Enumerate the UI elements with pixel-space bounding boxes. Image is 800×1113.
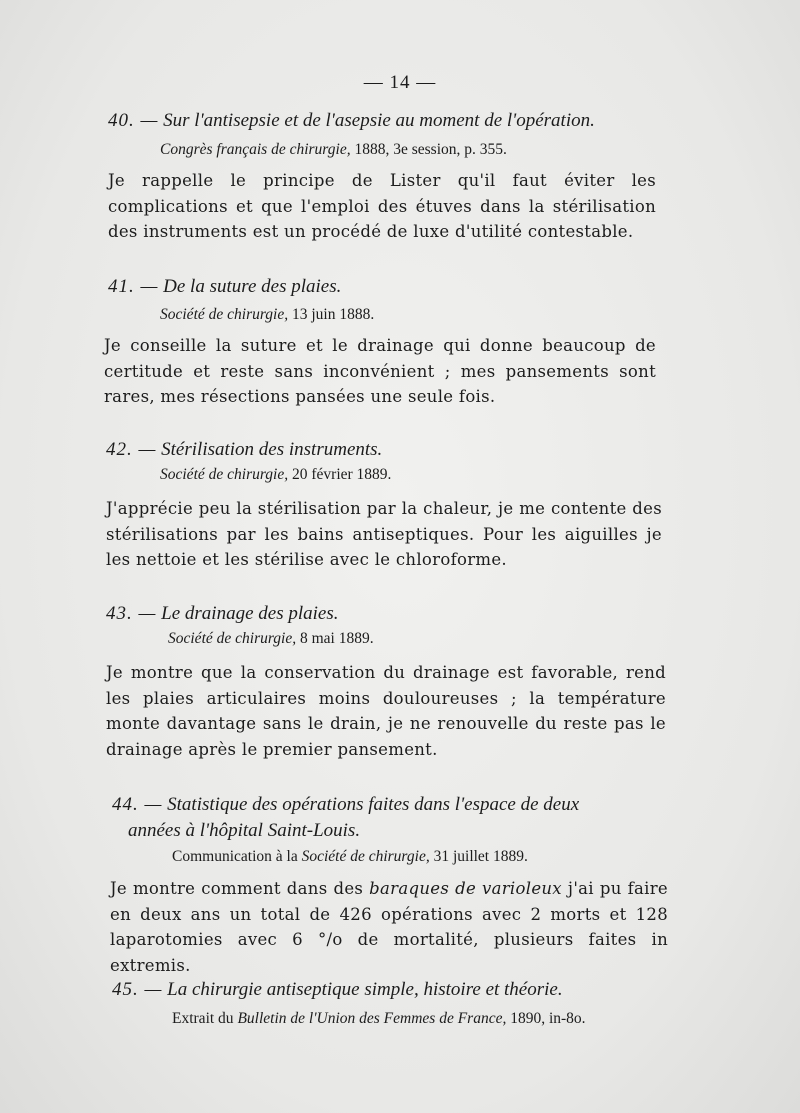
source-journal: Société de chirurgie, — [160, 466, 289, 483]
source-journal: Bulletin de l'Union des Femmes de France, — [237, 1010, 507, 1027]
source-details: 13 juin 1888. — [288, 306, 375, 323]
entry-43-source — [168, 630, 374, 648]
entry-41-source — [160, 306, 374, 324]
entry-44-heading-line2 — [128, 820, 360, 842]
source-journal: Société de chirurgie, — [301, 848, 430, 865]
entry-41-heading — [108, 276, 341, 298]
entry-43-heading — [106, 603, 338, 625]
entry-45-source — [172, 1010, 586, 1028]
source-details: 31 juillet 1889. — [429, 848, 528, 865]
source-details: 8 mai 1889. — [296, 630, 374, 647]
entry-40-heading — [108, 110, 595, 132]
entry-41-body: Je conseille la suture et le drainage qui donne beaucoup de certitude et reste sans inconvénient ; mes pansements sont rares, mes résections pansées une seule fois. — [104, 336, 656, 406]
entry-42-body: J'apprécie peu la stérilisation par la chaleur, je me contente des stérilisations par les bains antiseptiques. Pour les aiguilles je les nettoie et les stérilise avec le chloroforme. — [106, 499, 662, 569]
source-prefix: Communication à la — [172, 848, 302, 865]
source-journal: Société de chirurgie, — [160, 306, 289, 323]
entry-44-body — [110, 876, 668, 978]
source-details: 1888, 3e session, p. 355. — [350, 141, 507, 158]
body-italic: baraques de varioleux — [369, 879, 562, 898]
entry-42-source — [160, 466, 391, 484]
source-prefix: Extrait du — [172, 1010, 238, 1027]
entry-40-source — [160, 141, 507, 159]
source-details: 1890, in-8o. — [506, 1010, 586, 1027]
entry-title: Stérilisation des instruments. — [161, 439, 383, 460]
entry-number: 40. — — [108, 110, 159, 131]
entry-44-source — [172, 848, 528, 866]
entry-title: Sur l'antisepsie et de l'asepsie au moment de l'opération. — [163, 110, 595, 131]
entry-42-heading — [106, 439, 382, 461]
entry-number: 41. — — [108, 276, 159, 297]
entry-number: 44. — — [112, 794, 163, 815]
source-journal: Congrès français de chirurgie, — [160, 141, 351, 158]
page-number: — 14 — — [363, 72, 437, 93]
body-end: j'ai pu faire en deux ans un total de 426 opérations avec 2 morts et 128 laparotomies avec 6 °/o de mortalité, plusieurs faites in extremis. — [110, 879, 668, 975]
entry-40-body: Je rappelle le principe de Lister qu'il faut éviter les complications et que l'emploi des étuves dans la stérilisation des instruments est un procédé de luxe d'utilité contestable. — [108, 171, 656, 241]
body-start: Je montre comment dans des — [110, 879, 370, 898]
entry-title: Le drainage des plaies. — [161, 603, 339, 624]
entry-number: 42. — — [106, 439, 157, 460]
entry-title: La chirurgie antiseptique simple, histoire et théorie. — [167, 979, 563, 1000]
entry-title-line2: années à l'hôpital Saint-Louis. — [128, 820, 361, 841]
entry-number: 43. — — [106, 603, 157, 624]
entry-title: Statistique des opérations faites dans l'espace de deux — [167, 794, 580, 815]
entry-43-body: Je montre que la conservation du drainage est favorable, rend les plaies articulaires moins douloureuses ; la température monte davantage sans le drain, je ne renouvelle du reste pas le drainage après le premier pansement. — [106, 663, 666, 759]
source-details: 20 février 1889. — [288, 466, 392, 483]
source-journal: Société de chirurgie, — [168, 630, 297, 647]
entry-44-heading — [112, 794, 579, 816]
entry-number: 45. — — [112, 979, 163, 1000]
entry-45-heading — [112, 979, 563, 1001]
entry-title: De la suture des plaies. — [163, 276, 342, 297]
